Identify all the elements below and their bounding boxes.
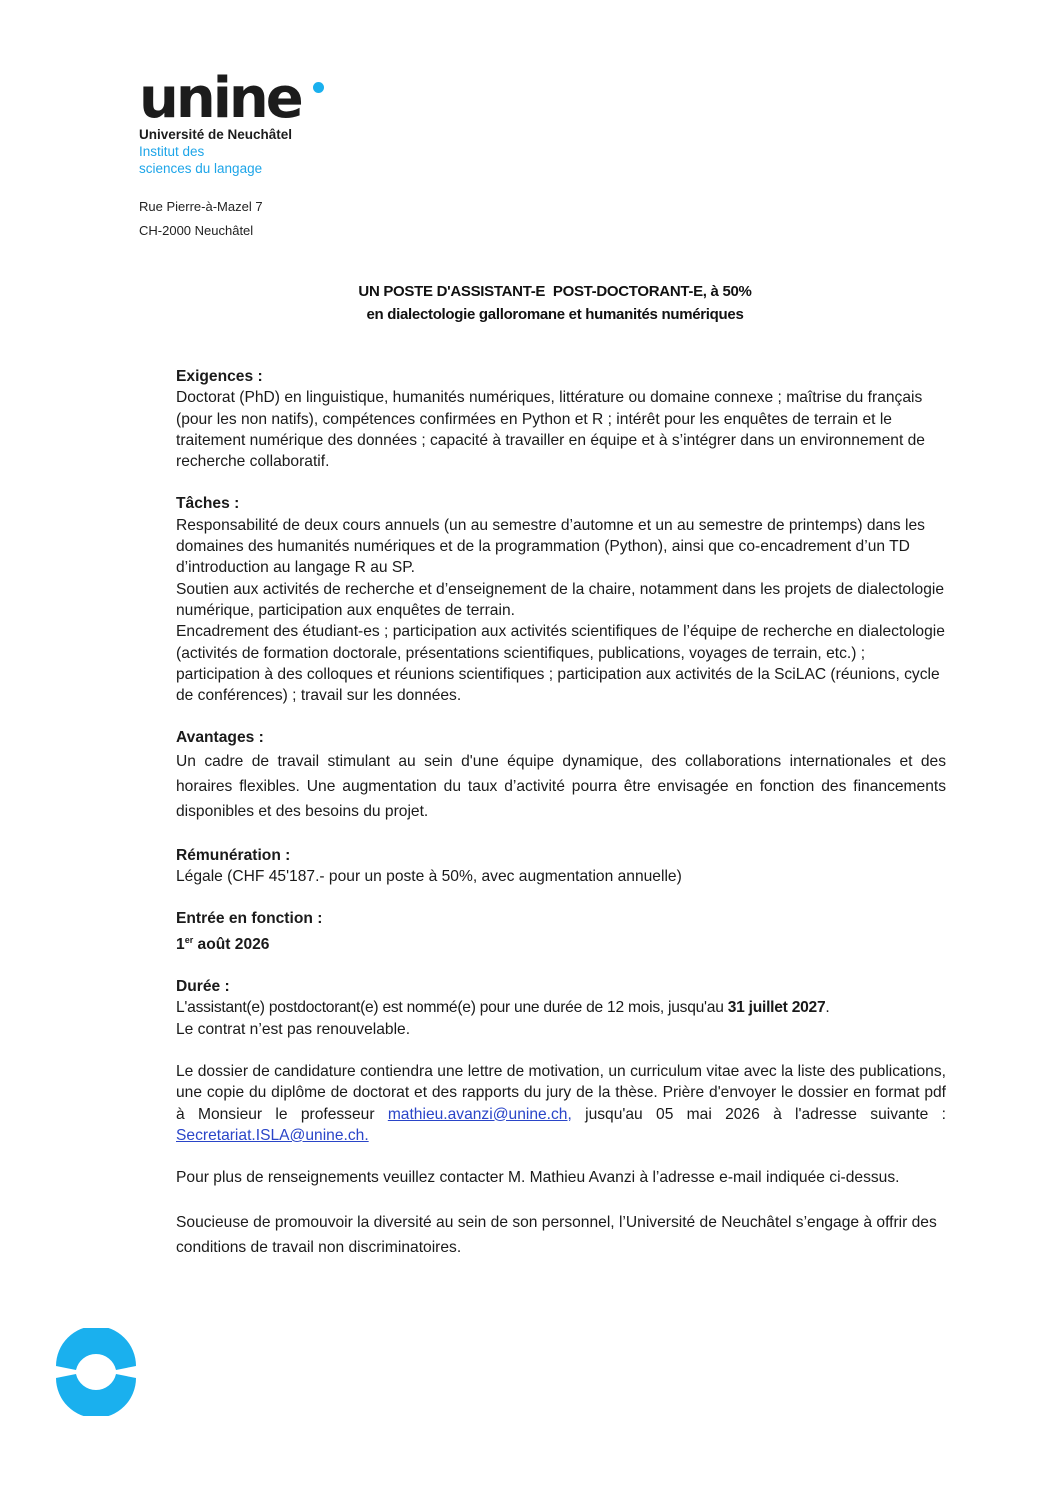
duree-text-before: L'assistant(e) postdoctorant(e) est nommé(e) pour une durée de 12 mois, jusqu'au [176,999,728,1017]
section-duree [176,976,946,1040]
section-exigences [176,366,946,472]
section-diversite [176,1210,946,1260]
section-remuneration [176,845,946,888]
address-street: Rue Pierre-à-Mazel 7 [139,199,263,214]
duree-text-after: . [825,999,830,1017]
dossier-text1: Le dossier de candidature contiendra une lettre de motivation, un curriculum vitae avec la liste des publications, une copie du diplôme de doctorat et des rapports du jury de la thèse. Prière d'envoyer le dossier en format pdf à Monsieur le professeur [176,1063,946,1123]
entree-month-year: août 2026 [193,935,270,953]
address-city: CH-2000 Neuchâtel [139,223,254,238]
document-body [176,366,946,1281]
section-contact [176,1167,946,1188]
duree-text [176,997,946,1018]
section-entree [176,908,946,955]
section-dossier [176,1061,946,1146]
taches-para2: Soutien aux activités de recherche et d’enseignement de la chaire, notamment dans les projets de dialectologie numérique, participation aux enquêtes de terrain. [176,580,945,619]
page-title [0,280,1059,326]
exigences-text: Doctorat (PhD) en linguistique, humanités numériques, littérature ou domaine connexe ; maîtrise du français (pour les non natifs), compétences confirmées en Python et R ; intérêt pour les enquêtes de terrain et le traitement numérique des données ; capacité à travailler en équipe et à s’intégrer dans un environnement de recherche collaboratif. [176,389,925,471]
entree-day-sup: er [184,934,194,945]
heading-remuneration: Rémunération : [176,846,291,864]
institute-line1: Institut des [139,144,205,159]
diversite-text: Soucieuse de promouvoir la diversité au sein de son personnel, l’Université de Neuchâtel s’engage à offrir des conditions de travail non discriminatoires. [176,1213,937,1256]
heading-avantages: Avantages : [176,729,264,747]
dossier-text2: jusqu'au 05 mai 2026 à l'adresse suivante : [571,1105,946,1123]
address-block [139,195,263,243]
heading-exigences: Exigences : [176,368,263,385]
title-line2: en dialectologie galloromane et humanités numériques [366,306,744,323]
entree-date [176,930,946,955]
avantages-text: Un cadre de travail stimulant au sein d'une équipe dynamique, des collaborations internationales et des horaires flexibles. Une augmentation du taux d’activité pourra être envisagée en fonction des financements disponibles et des besoins du projet. [176,752,946,820]
section-taches [176,493,946,706]
taches-para1: Responsabilité de deux cours annuels (un au semestre d’automne et un au semestre de printemps) dans les domaines des humanités numériques et de la programmation (Python), ainsi que co-encadrement d’un TD d’introduction au langage R au SP. [176,516,925,577]
logo-dot-icon [313,82,324,93]
section-avantages [176,727,946,823]
duree-end-date: 31 juillet 2027 [727,999,826,1017]
unine-ring-logo-icon [52,1328,140,1416]
dossier-text [176,1061,946,1146]
taches-para3: Encadrement des étudiant-es ; participation aux activités scientifiques de l’équipe de recherche en dialectologie (activités de formation doctorale, présentations scientifiques, publications, voyages de terrain, etc.) ; participation à des colloques et réunions scientifiques ; participation aux activités de la SciLAC (réunions, cycle de conférences) ; travail sur les données. [176,623,945,705]
duree-line2: Le contrat n’est pas renouvelable. [176,1020,411,1038]
heading-taches: Tâches : [176,495,240,513]
unine-logo [139,66,301,177]
email-link-secretariat[interactable]: Secretariat.ISLA@unine.ch. [176,1126,369,1144]
email-link-avanzi[interactable]: mathieu.avanzi@unine.ch, [387,1105,572,1123]
title-line1: UN POSTE D'ASSISTANT-E POST-DOCTORANT-E, à 50% [358,283,752,300]
university-name: Université de Neuchâtel [139,127,293,142]
remuneration-text: Légale (CHF 45'187.- pour un poste à 50%, avec augmentation annuelle) [176,868,682,886]
heading-entree: Entrée en fonction : [176,910,323,928]
heading-duree: Durée : [176,978,230,996]
logo-wordmark: unine [139,66,301,131]
institute-line2: sciences du langage [139,161,263,176]
entree-day: 1 [176,935,185,953]
contact-text: Pour plus de renseignements veuillez contacter M. Mathieu Avanzi à l’adresse e-mail indiquée ci-dessus. [176,1169,900,1187]
